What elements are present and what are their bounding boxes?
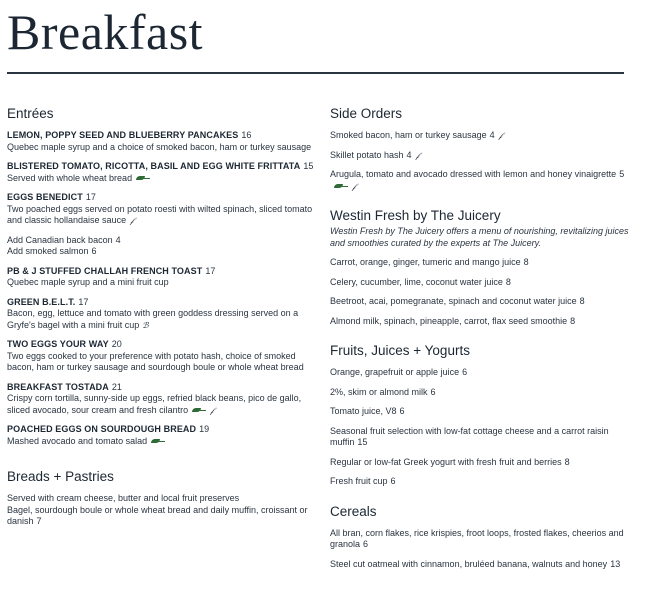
- list-item-price: 6: [399, 406, 405, 416]
- list-item-text: Celery, cucumber, lime, coconut water juice: [330, 276, 503, 287]
- list-item-price: 8: [564, 456, 570, 467]
- item-price: 20: [111, 339, 122, 349]
- item-description: [7, 204, 319, 227]
- item-name: BLISTERED TOMATO, RICOTTA, BASIL AND EGG WHITE FRITTATA: [7, 161, 301, 171]
- item-name: PB & J STUFFED CHALLAH FRENCH TOAST: [7, 265, 203, 276]
- list-item: [330, 150, 642, 162]
- list-item-price: 8: [523, 257, 529, 267]
- list-item-price: 8: [570, 315, 576, 326]
- list-item: [330, 169, 642, 192]
- fork-icon: 𝒻: [130, 216, 134, 225]
- list-item: [330, 426, 642, 449]
- list-item: [330, 406, 642, 418]
- list-item-price: 6: [390, 476, 396, 486]
- menu-item: [7, 382, 319, 417]
- item-description-text: Crispy corn tortilla, sunny-side up eggs, refried black beans, pico de gallo, sliced avocado, sour cream and fresh cilantro: [7, 393, 302, 415]
- list-item-text: Carrot, orange, ginger, tumeric and mango juice: [330, 257, 521, 267]
- item-description: [7, 173, 319, 185]
- list-item: [330, 367, 642, 379]
- fruits-heading: Fruits, Juices + Yogurts: [330, 343, 470, 358]
- item-description: [7, 393, 319, 416]
- breads-line: [7, 505, 319, 528]
- breads-description: [7, 493, 319, 528]
- item-description-text: Two poached eggs served on potato roesti with wilted spinach, sliced tomato and classic hollandaise sauce: [7, 203, 313, 225]
- item-price: 19: [199, 424, 210, 434]
- list-item: [330, 528, 642, 551]
- list-item-text: Steel cut oatmeal with cinnamon, bruléed banana, walnuts and honey: [330, 558, 608, 569]
- page-title: Breakfast: [7, 4, 204, 60]
- item-price: 17: [205, 265, 216, 276]
- addon-list: [7, 235, 319, 258]
- list-item-text: Arugula, tomato and avocado dressed with lemon and honey vinaigrette: [330, 169, 617, 179]
- item-name: POACHED EGGS ON SOURDOUGH BREAD: [7, 424, 197, 434]
- list-item-text: Fresh fruit cup: [330, 476, 388, 486]
- item-price: 17: [85, 192, 96, 202]
- list-item-text: Almond milk, spinach, pineapple, carrot, flax seed smoothie: [330, 315, 568, 326]
- leaf-icon: [151, 438, 165, 444]
- list-item-text: 2%, skim or almond milk: [330, 386, 428, 397]
- entrees-heading: Entrées: [7, 106, 54, 121]
- menu-item: [7, 424, 319, 447]
- signature-icon: ℬ: [142, 320, 149, 330]
- breads-heading: Breads + Pastries: [7, 469, 114, 484]
- list-item-price: 8: [579, 296, 585, 306]
- menu-item: [7, 297, 319, 332]
- item-price: 16: [241, 130, 252, 140]
- left-column: [7, 106, 319, 536]
- list-item: [330, 130, 642, 142]
- list-item: [330, 457, 642, 469]
- breads-price: 7: [36, 516, 42, 526]
- breads-line-text: Bagel, sourdough boule or whole wheat bread and daily muffin, croissant or danish: [7, 504, 308, 526]
- item-name: GREEN B.E.L.T.: [7, 296, 76, 307]
- addon-price: 4: [115, 234, 121, 245]
- item-description: [7, 308, 319, 331]
- list-item-price: 13: [610, 558, 621, 569]
- item-name: LEMON, POPPY SEED AND BLUEBERRY PANCAKES: [7, 130, 239, 140]
- item-price: 17: [78, 296, 89, 307]
- list-item-price: 4: [489, 130, 495, 140]
- item-name: BREAKFAST TOSTADA: [7, 381, 109, 392]
- addon-item: [7, 235, 319, 247]
- addon-text: Add smoked salmon: [7, 246, 89, 256]
- side-orders-heading: Side Orders: [330, 106, 403, 121]
- menu-item: [7, 130, 319, 153]
- breads-line: Served with cream cheese, butter and local fruit preserves: [7, 493, 240, 503]
- list-item-price: 5: [619, 169, 625, 179]
- item-description: [7, 436, 319, 448]
- item-description: Quebec maple syrup and a mini fruit cup: [7, 277, 169, 287]
- list-item: [330, 277, 642, 289]
- list-item-text: Orange, grapefruit or apple juice: [330, 367, 460, 377]
- title-divider: [7, 72, 624, 74]
- addon-price: 6: [91, 246, 97, 256]
- list-item-text: Smoked bacon, ham or turkey sausage: [330, 130, 487, 140]
- fork-icon: 𝒻: [352, 181, 356, 191]
- list-item-price: 15: [357, 437, 368, 447]
- item-name: EGGS BENEDICT: [7, 192, 83, 202]
- item-description-text: Served with whole wheat bread: [7, 172, 133, 183]
- leaf-icon: [334, 183, 348, 189]
- list-item-text: Seasonal fruit selection with low-fat cottage cheese and a carrot raisin muffin: [330, 425, 609, 447]
- list-item-text: Skillet potato hash: [330, 149, 404, 160]
- item-description: Two eggs cooked to your preference with potato hash, choice of smoked bacon, ham or turkey sausage and sourdough boule or whole wheat bread: [7, 350, 304, 372]
- list-item: [330, 476, 642, 488]
- westin-heading: Westin Fresh by The Juicery: [330, 208, 501, 223]
- westin-intro: Westin Fresh by The Juicery offers a menu of nourishing, revitalizing juices and smoothies curated by the experts at The Juicery.: [330, 226, 629, 248]
- list-item-text: Regular or low-fat Greek yogurt with fresh fruit and berries: [330, 456, 562, 467]
- item-price: 15: [303, 161, 314, 171]
- list-item-price: 6: [462, 367, 468, 377]
- list-item: [330, 257, 642, 269]
- fork-icon: 𝒻: [210, 405, 214, 415]
- list-item: [330, 387, 642, 399]
- list-item: [330, 559, 642, 571]
- list-item-text: All bran, corn flakes, rice krispies, froot loops, frosted flakes, cheerios and granola: [330, 527, 624, 549]
- list-item: [330, 316, 642, 328]
- addon-text: Add Canadian back bacon: [7, 234, 113, 245]
- item-description-text: Bacon, egg, lettuce and tomato with green goddess dressing served on a Gryfe's bagel with a mini fruit cup: [7, 308, 299, 330]
- item-description-text: Mashed avocado and tomato salad: [7, 435, 148, 446]
- menu-item: [7, 266, 319, 289]
- cereals-heading: Cereals: [330, 503, 377, 519]
- leaf-icon: [136, 175, 150, 181]
- addon-item: [7, 246, 319, 258]
- fork-icon: 𝒻: [498, 131, 503, 140]
- leaf-icon: [192, 407, 206, 413]
- item-name: TWO EGGS YOUR WAY: [7, 339, 109, 349]
- list-item-price: 8: [505, 276, 511, 287]
- fork-icon: 𝒻: [415, 150, 420, 160]
- list-item-text: Beetroot, acai, pomegranate, spinach and coconut water juice: [330, 296, 577, 306]
- menu-item: [7, 161, 319, 184]
- menu-item: [7, 339, 319, 374]
- menu-item: [7, 192, 319, 227]
- list-item-price: 4: [406, 149, 412, 160]
- right-column: [330, 106, 642, 578]
- list-item-price: 6: [363, 539, 369, 549]
- list-item: [330, 296, 642, 308]
- list-item-text: Tomato juice, V8: [330, 406, 397, 416]
- item-description: Quebec maple syrup and a choice of smoked bacon, ham or turkey sausage: [7, 141, 312, 152]
- list-item-price: 6: [430, 386, 436, 397]
- item-price: 21: [111, 381, 122, 392]
